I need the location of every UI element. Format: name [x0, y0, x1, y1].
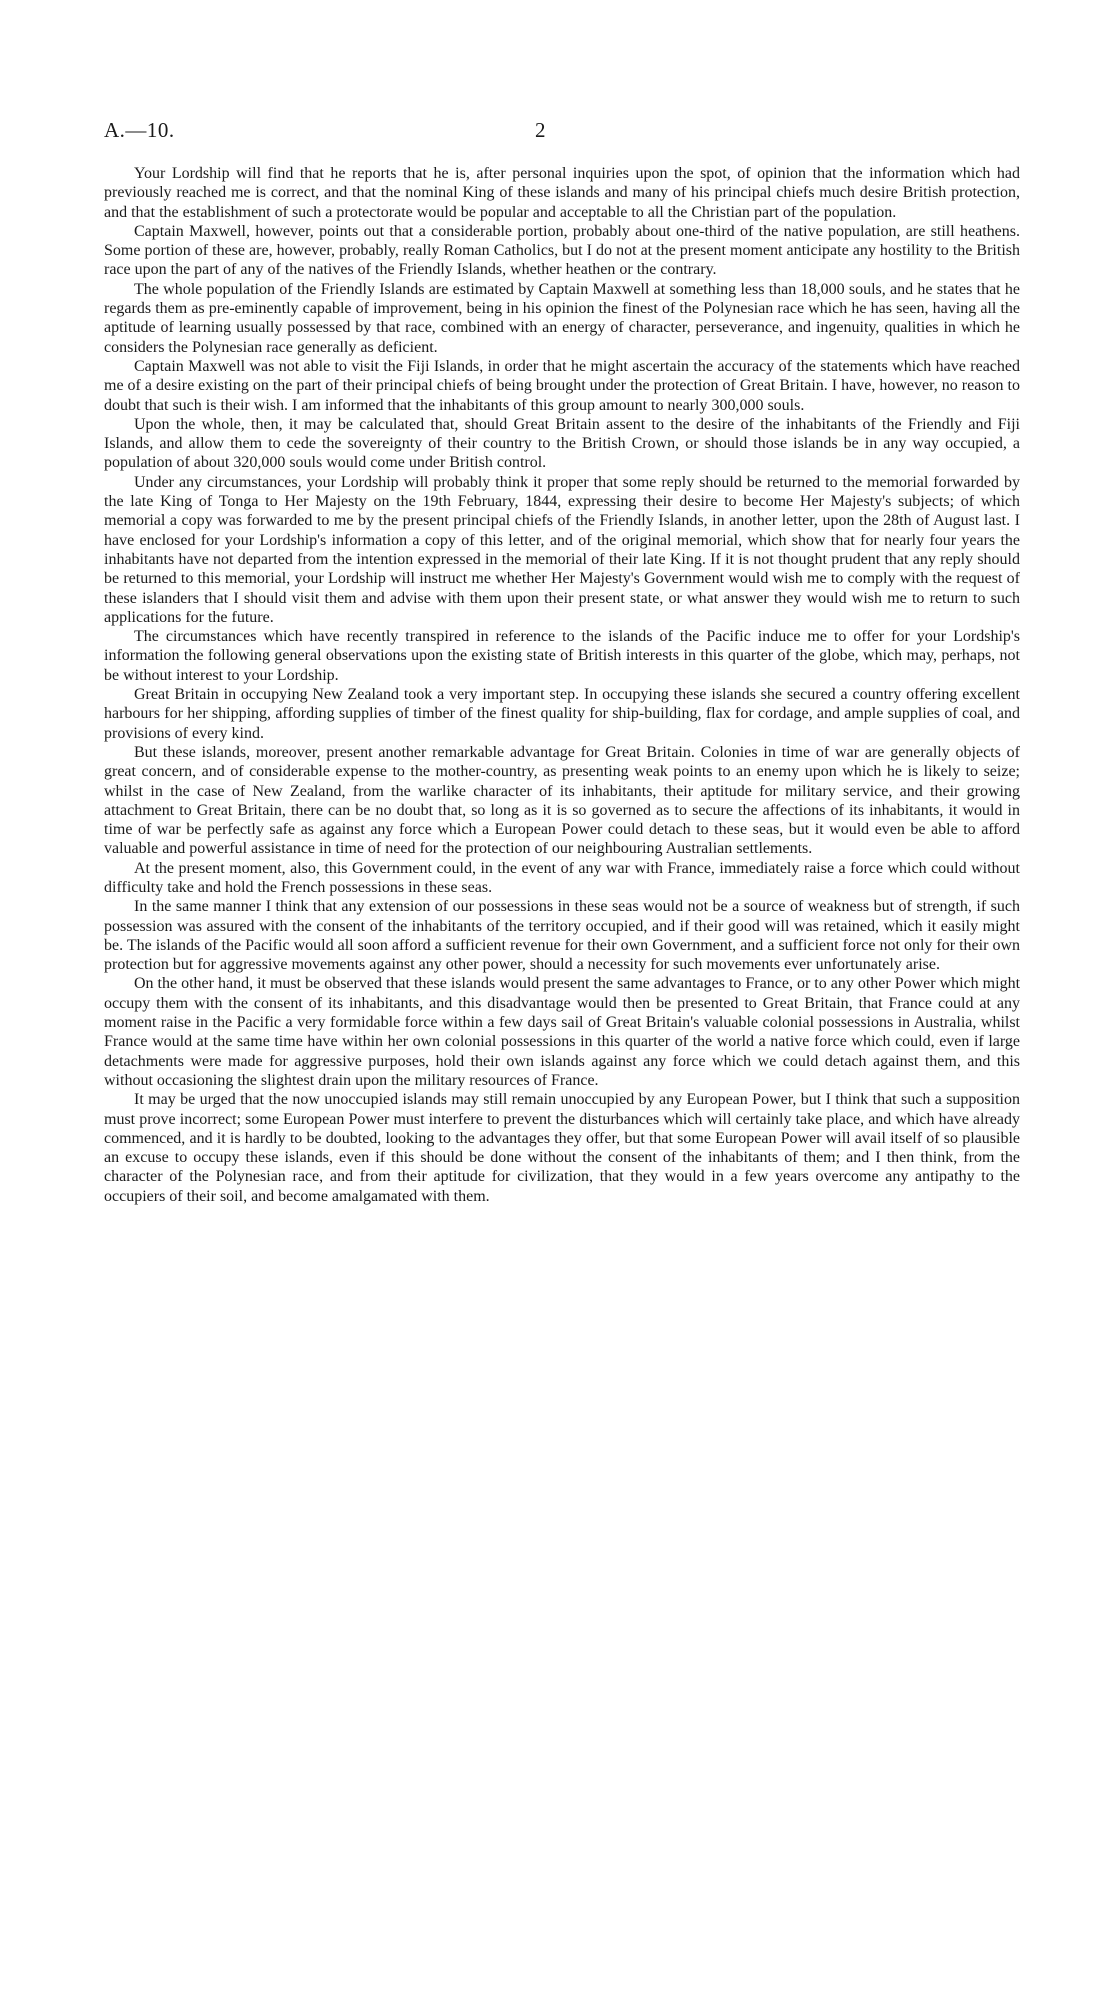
paragraph: The circumstances which have recently transpired in reference to the islands of the Pacific induce me to offer for your Lordship's information the following general observations upon the existing state of British interests in this quarter of the globe, which may, perhaps, not be without interest to your Lordship. [104, 628, 1020, 684]
paragraph: Under any circumstances, your Lordship will probably think it proper that some reply should be returned to the memorial forwarded by the late King of Tonga to Her Majesty on the 19th February, 1844, expressing their desire to become Her Majesty's subjects; of which memorial a copy was forwarded to me by the present principal chiefs of the Friendly Islands, in another letter, upon the 28th of August last. I have enclosed for your Lordship's information a copy of this letter, and of the original memorial, which show that for nearly four years the inhabitants have not departed from the intention expressed in the memorial of their late King. If it is not thought prudent that any reply should be returned to this memorial, your Lordship will instruct me whether Her Majesty's Government would wish me to comply with the request of these islanders that I should visit them and advise with them upon their present state, or what answer they would wish me to return to such applications for the future. [104, 473, 1020, 626]
page-number: 2 [535, 118, 546, 142]
paragraph: On the other hand, it must be observed that these islands would present the same advantages to France, or to any other Power which might occupy them with the consent of its inhabitants, and this disadvantage would then be presented to Great Britain, that France could at any moment raise in the Pacific a very formidable force within a few days sail of Great Britain's valuable colonial possessions in Australia, whilst France would at the same time have within her own colonial possessions in this quarter of the world a native force which could, even if large detachments were made for aggressive purposes, hold their own islands against any force which we could detach against them, and this without occasioning the slightest drain upon the military resources of France. [104, 975, 1021, 1089]
paragraph: But these islands, moreover, present another remarkable advantage for Great Britain. Colonies in time of war are generally objects of great concern, and of considerable expense to the mother-country, as presenting weak points to an enemy upon which he is likely to seize; whilst in the case of New Zealand, from the warlike character of its inhabitants, their aptitude for military service, and their growing attachment to Great Britain, there can be no doubt that, so long as it is so governed as to secure the affections of its inhabitants, it would in time of war be perfectly safe as against any force which a European Power could detach to these seas, but it would even be able to afford valuable and powerful assistance in time of need for the protection of our neighbouring Australian settlements. [104, 743, 1020, 858]
paragraph: Your Lordship will find that he reports that he is, after personal inquiries upon the spot, of opinion that the information which had previously reached me is correct, and that the nominal King of these islands and many of his principal chiefs much desire British protection, and that the establishment of such a protectorate would be popular and acceptable to all the Christian part of the population. [104, 165, 1020, 221]
paragraph: Captain Maxwell, however, points out that a considerable portion, probably about one-third of the native population, are still heathens. Some portion of these are, however, probably, really Roman Catholics, but I do not at the present moment anticipate any hostility to the British race upon the part of any of the natives of the Friendly Islands, whether heathen or the contrary. [104, 222, 1020, 279]
paragraph: The whole population of the Friendly Islands are estimated by Captain Maxwell at something less than 18,000 souls, and he states that he regards them as pre-eminently capable of improvement, being in his opinion the finest of the Polynesian race which he has seen, having all the aptitude of learning usually possessed by that race, combined with an energy of character, perseverance, and ingenuity, qualities in which he considers the Polynesian race generally as deficient. [104, 280, 1020, 356]
page-header [104, 118, 1020, 148]
paragraph: It may be urged that the now unoccupied islands may still remain unoccupied by any European Power, but I think that such a supposition must prove incorrect; some European Power must interfere to prevent the disturbances which will certainly take place, and which have already commenced, and it is hardly to be doubted, looking to the advantages they offer, but that some European Power will avail itself of so plausible an excuse to occupy these islands, even if this should be done without the consent of the inhabitants of them; and I then think, from the character of the Polynesian race, and from their aptitude for civilization, that they would in a few years overcome any antipathy to the occupiers of their soil, and become amalgamated with them. [104, 1091, 1020, 1205]
document-reference: A.—10. [104, 118, 175, 142]
paragraph: In the same manner I think that any extension of our possessions in these seas would not be a source of weakness but of strength, if such possession was assured with the consent of the inhabitants of the territory occupied, and if their good will was retained, which it easily might be. The islands of the Pacific would all soon afford a sufficient revenue for their own Government, and a sufficient force not only for their own protection but for aggressive movements against any other power, should a necessity for such movements ever unfortunately arise. [104, 898, 1020, 974]
paragraph: Great Britain in occupying New Zealand took a very important step. In occupying these islands she secured a country offering excellent harbours for her shipping, affording supplies of timber of the finest quality for ship-building, flax for cordage, and ample supplies of coal, and provisions of every kind. [104, 686, 1020, 742]
paragraph: Captain Maxwell was not able to visit the Fiji Islands, in order that he might ascertain the accuracy of the statements which have reached me of a desire existing on the part of their principal chiefs of being brought under the protection of Great Britain. I have, however, no reason to doubt that such is their wish. I am informed that the inhabitants of this group amount to nearly 300,000 souls. [104, 357, 1020, 414]
paragraph: At the present moment, also, this Government could, in the event of any war with France, immediately raise a force which could without difficulty take and hold the French possessions in these seas. [104, 859, 1020, 896]
paragraph: Upon the whole, then, it may be calculated that, should Great Britain assent to the desire of the inhabitants of the Friendly and Fiji Islands, and allow them to cede the sovereignty of their country to the British Crown, or should those islands be in any way occupied, a population of about 320,000 souls would come under British control. [104, 415, 1020, 472]
body-text [104, 164, 1020, 1206]
